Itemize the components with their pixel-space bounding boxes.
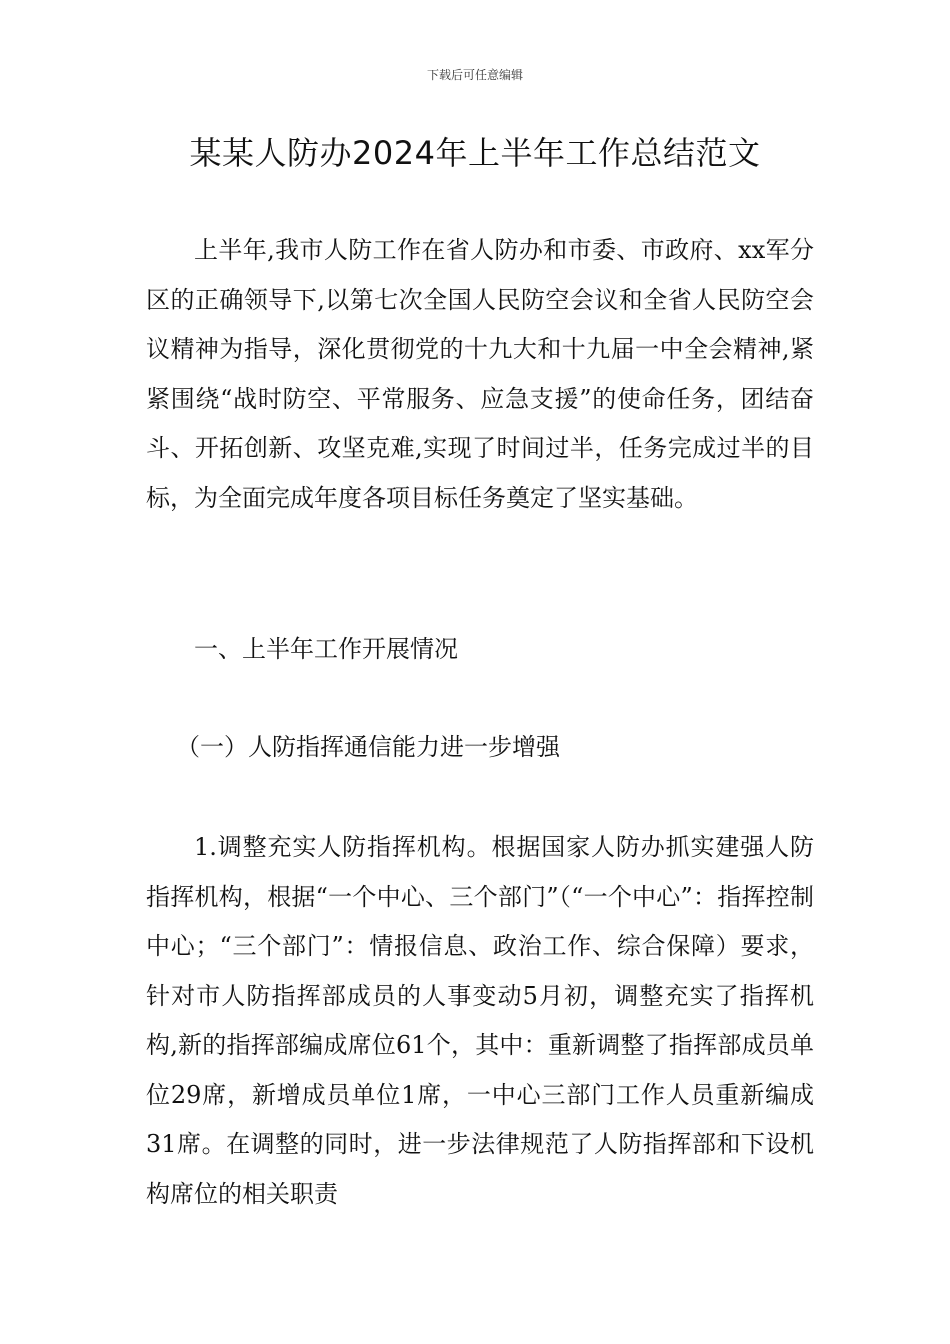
intro-paragraph: 上半年,我市人防工作在省人防办和市委、市政府、xx军分区的正确领导下,以第七次全国人民防空会议和全省人民防空会议精神为指导，深化贯彻党的十九大和十九届一中全会精神,紧紧围绕“战时防空、平常服务、应急支援”的使命任务，团结奋斗、开拓创新、攻坚克难,实现了时间过半，任务完成过半的目标，为全面完成年度各项目标任务奠定了坚实基础。 xyxy=(146,236,814,512)
header-note: 下载后可任意编辑 xyxy=(426,68,523,82)
item-paragraph: 1.调整充实人防指挥机构。根据国家人防办抓实建强人防指挥机构，根据“一个中心、三个部门”（“一个中心”：指挥控制中心；“三个部门”：情报信息、政治工作、综合保障）要求，针对市人防指挥部成员的人事变动5月初，调整充实了指挥机构,新的指挥部编成席位61个，其中：重新调整了指挥部成员单位29席，新增成员单位1席，一中心三部门工作人员重新编成31席。在调整的同时，进一步法律规范了人防指挥部和下设机构席位的相关职责 xyxy=(146,833,814,1208)
document-title: 某某人防办2024年上半年工作总结范文 xyxy=(189,134,761,172)
subsection-heading: （一）人防指挥通信能力进一步增强 xyxy=(176,733,560,761)
section-heading: 一、上半年工作开展情况 xyxy=(194,635,458,663)
